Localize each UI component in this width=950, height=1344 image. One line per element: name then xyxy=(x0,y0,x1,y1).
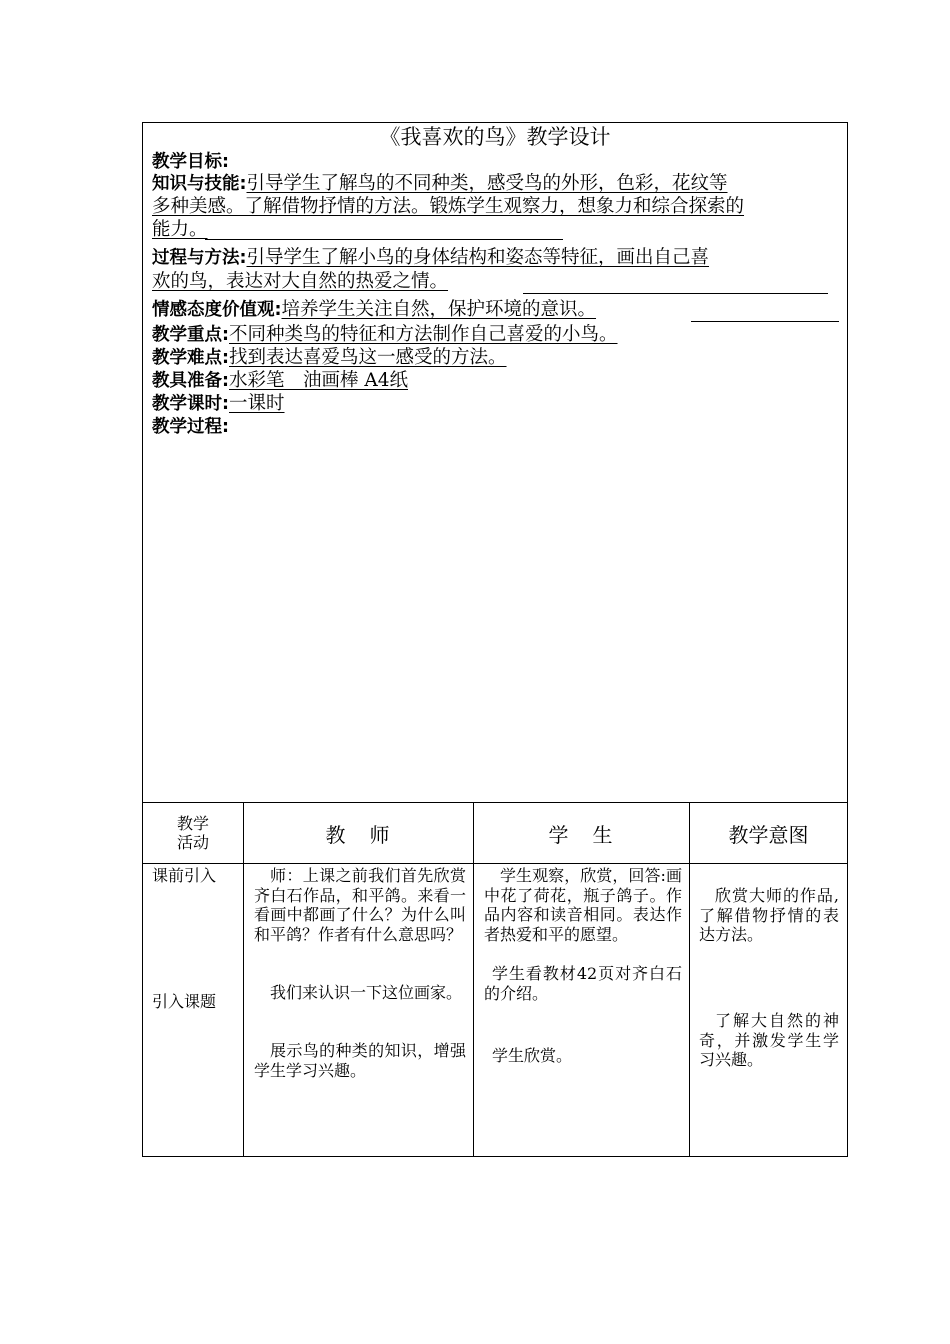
key-point-row xyxy=(152,323,842,347)
procedure-label: 教学过程: xyxy=(152,417,229,437)
emotion-underline-fill xyxy=(691,321,839,322)
objectives-label-row xyxy=(152,150,842,174)
process-row-1 xyxy=(152,246,842,270)
teacher-text-1: 师：上课之前我们首先欣赏齐白石作品，和平鸽。来看一看画中都画了什么？为什么叫和平鸽？作者有什么意思吗？ xyxy=(254,866,466,944)
lesson-plan-frame xyxy=(142,122,848,1157)
materials-label: 教具准备: xyxy=(152,371,229,391)
process-row-2 xyxy=(152,270,842,293)
student-text-1: 学生观察，欣赏，回答:画中花了荷花，瓶子鸽子。作品内容和读音相同。表达作者热爱和平的愿望。 xyxy=(484,866,682,944)
teacher-text-3: 展示鸟的种类的知识，增强学生学习兴趣。 xyxy=(254,1041,466,1080)
header-teacher: 教 师 xyxy=(325,822,392,847)
hours-row xyxy=(152,392,842,416)
process-text-1: 引导学生了解小鸟的身体结构和姿态等特征，画出自己喜 xyxy=(246,247,710,268)
materials-text: 水彩笔 油画棒 A4纸 xyxy=(229,370,409,391)
key-point-text: 不同种类鸟的特征和方法制作自己喜爱的小鸟。 xyxy=(229,324,618,345)
header-activity xyxy=(143,803,243,863)
process-underline-fill xyxy=(523,293,828,294)
activity-introduce-topic: 引入课题 xyxy=(152,992,217,1011)
activity-pre-class: 课前引入 xyxy=(152,866,217,885)
difficulty-text: 找到表达喜爱鸟这一感受的方法。 xyxy=(229,347,507,368)
knowledge-text-1: 引导学生了解鸟的不同种类，感受鸟的外形，色彩，花纹等 xyxy=(246,173,728,194)
intent-text-1: 欣赏大师的作品,了解借物抒情的表达方法。 xyxy=(699,886,839,944)
process-text-2: 欢的鸟，表达对大自然的热爱之情。 xyxy=(152,271,449,292)
materials-row xyxy=(152,369,842,393)
header-student: 学 生 xyxy=(548,822,615,847)
procedure-table xyxy=(143,803,847,1156)
emotion-label: 情感态度价值观: xyxy=(152,300,282,320)
hours-label: 教学课时: xyxy=(152,394,229,414)
hours-text: 一课时 xyxy=(229,393,285,414)
knowledge-text-3: 能力。 xyxy=(152,219,208,240)
objectives-section xyxy=(143,123,847,803)
knowledge-text-2: 多种美感。了解借物抒情的方法。锻炼学生观察力，想象力和综合探索的 xyxy=(152,196,745,217)
knowledge-row-3 xyxy=(152,218,842,241)
header-intent: 教学意图 xyxy=(728,822,809,847)
procedure-row xyxy=(152,415,842,439)
knowledge-underline-fill xyxy=(205,239,563,240)
document-title: 《我喜欢的鸟》教学设计 xyxy=(379,125,611,149)
header-divider xyxy=(143,863,847,864)
emotion-text: 培养学生关注自然，保护环境的意识。 xyxy=(281,299,597,320)
difficulty-label: 教学难点: xyxy=(152,348,229,368)
knowledge-row-2 xyxy=(152,195,842,218)
teacher-text-2: 我们来认识一下这位画家。 xyxy=(270,983,463,1002)
objectives-label: 教学目标: xyxy=(152,152,229,172)
emotion-row xyxy=(152,298,842,322)
header-activity-line1: 教学 xyxy=(176,814,209,833)
intent-text-2: 了解大自然的神奇，并激发学生学习兴趣。 xyxy=(699,1011,839,1069)
header-activity-line2: 活动 xyxy=(176,833,209,852)
difficulty-row xyxy=(152,346,842,370)
knowledge-label: 知识与技能: xyxy=(152,174,247,194)
key-point-label: 教学重点: xyxy=(152,325,229,345)
student-text-2: 学生看教材42页对齐白石的介绍。 xyxy=(484,964,682,1003)
student-text-3: 学生欣赏。 xyxy=(492,1046,573,1065)
knowledge-row-1 xyxy=(152,172,842,196)
process-label: 过程与方法: xyxy=(152,248,247,268)
